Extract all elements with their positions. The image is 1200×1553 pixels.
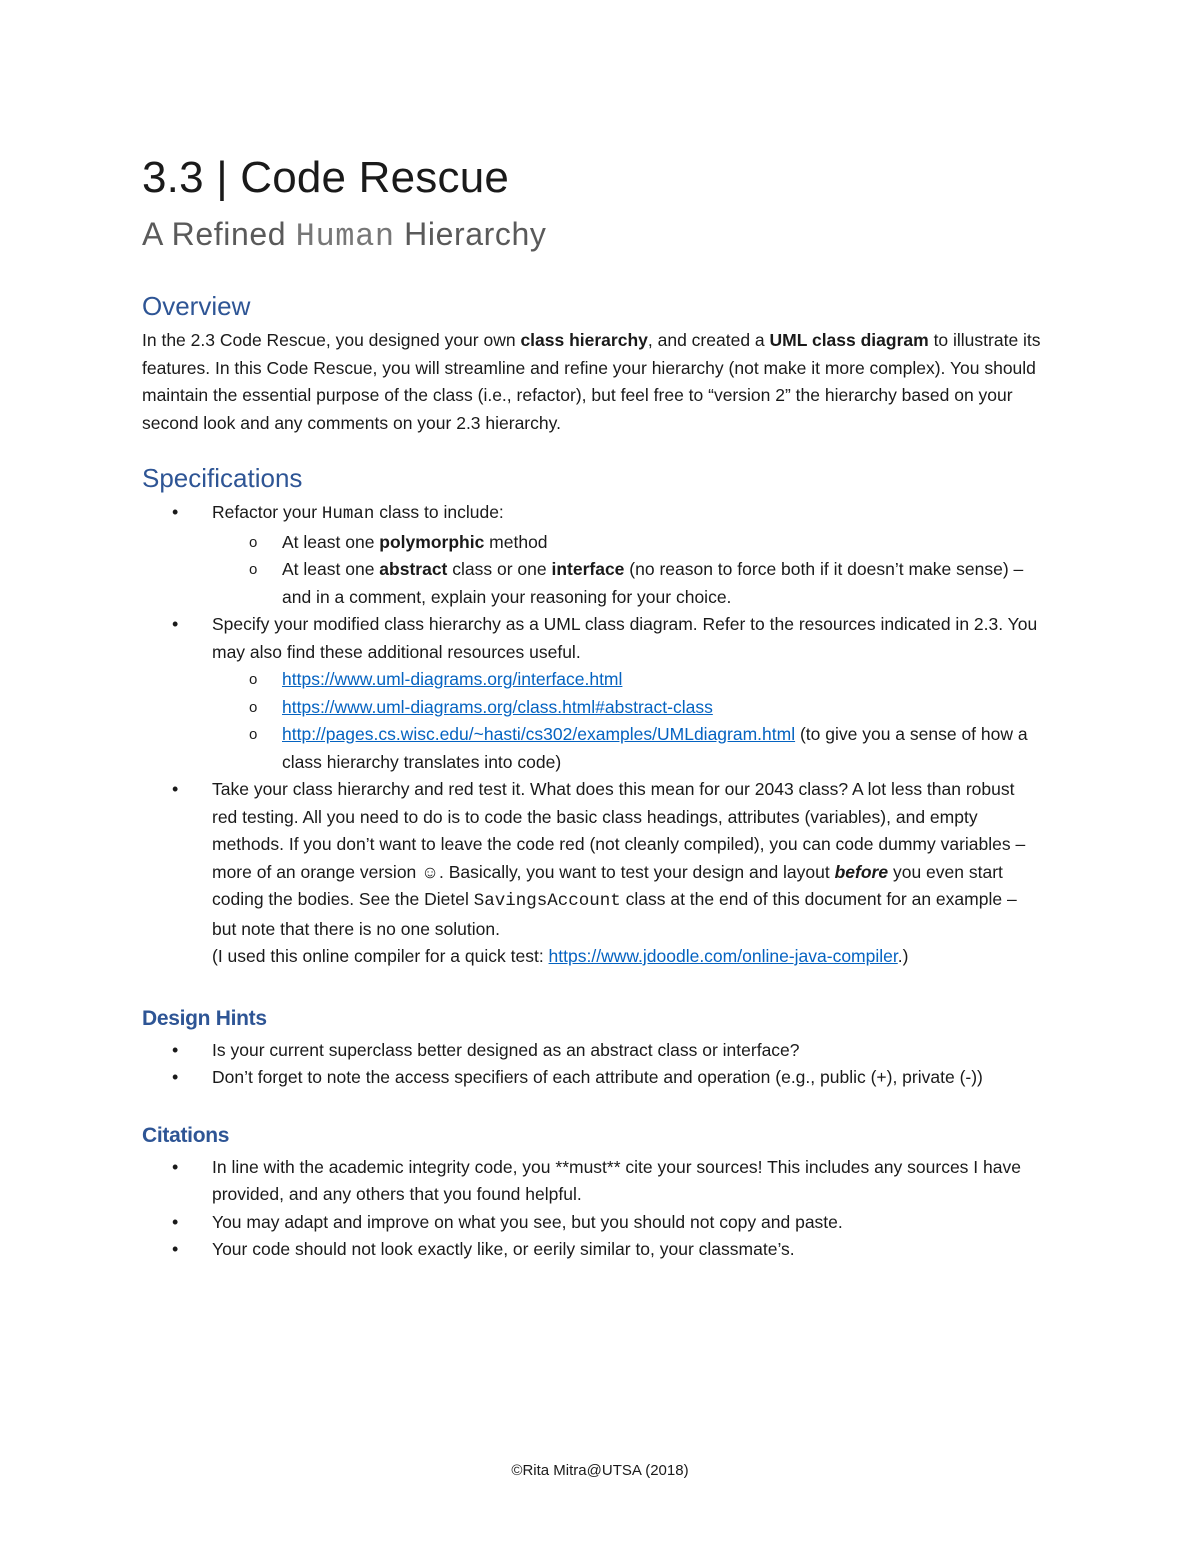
spec-bold: abstract (379, 559, 448, 579)
citations-heading: Citations (142, 1123, 230, 1147)
specifications-heading: Specifications (142, 463, 303, 493)
spec-text: .) (897, 946, 909, 966)
jdoodle-link[interactable]: https://www.jdoodle.com/online-java-compiler (548, 946, 898, 966)
overview-bold-class-hierarchy: class hierarchy (520, 330, 648, 350)
document-page (142, 150, 1042, 1264)
resource-link-interface[interactable]: https://www.uml-diagrams.org/interface.html (282, 669, 623, 689)
specifications-list (142, 499, 1042, 971)
overview-text: , and created a (647, 330, 770, 350)
subtitle-text-1: A Refined (142, 216, 296, 252)
page-title: 3.3 | Code Rescue (142, 153, 510, 202)
spec-text: class to include: (374, 502, 504, 522)
spec-item-uml (142, 611, 1042, 776)
spec-text: Take your class hierarchy and red test it. What does this mean for our 2043 class? A lot less than robust red testing. All you need to do is to code the basic class headings, attributes (variables), and empty methods. If you don’t want to leave the code red (not cleanly compiled), you can code dummy variables – more of an orange version ☺. Basically, you want to test your design and layout (212, 779, 1026, 882)
spec-text: At least one (282, 531, 380, 552)
resource-item (142, 694, 1042, 722)
spec-subitem-abstract (142, 556, 1042, 611)
resource-link-abstract-class[interactable]: https://www.uml-diagrams.org/class.html#abstract-class (282, 696, 713, 717)
resource-link-uml-diagram[interactable]: http://pages.cs.wisc.edu/~hasti/cs302/examples/UMLdiagram.html (282, 724, 796, 744)
citation-item: • In line with the academic integrity code, you **must** cite your sources! This includes any sources I have provided, and any others that you found helpful. (142, 1154, 1042, 1209)
spec-item-refactor (142, 499, 1042, 611)
page-subtitle (142, 212, 1042, 259)
spec-text: Specify your modified class hierarchy as a UML class diagram. Refer to the resources indicated in 2.3. You may also find these additional resources useful. (212, 614, 1038, 662)
overview-text: In the 2.3 Code Rescue, you designed your own (142, 330, 521, 350)
spec-code: Human (321, 504, 375, 524)
design-hints-list (142, 1037, 1042, 1092)
design-hints-section (142, 1005, 1042, 1092)
spec-code: SavingsAccount (473, 891, 621, 911)
spec-text: Refactor your (212, 502, 322, 522)
resource-link-note: (to give you a sense of how a class hierarchy translates into code) (282, 724, 1028, 772)
resource-item (142, 666, 1042, 694)
design-hints-heading: Design Hints (142, 1006, 267, 1030)
spec-text: (no reason to force both if it doesn’t make sense) – and in a comment, explain your reasoning for your choice. (282, 559, 1024, 607)
citations-section (142, 1122, 1042, 1264)
spec-item-red-test (142, 776, 1042, 971)
spec-text: method (484, 531, 548, 552)
spec-text: (I used this online compiler for a quick test: (212, 946, 549, 966)
spec-bold-italic: before (834, 861, 889, 882)
citation-item: • You may adapt and improve on what you see, but you should not copy and paste. (142, 1209, 1042, 1237)
design-hint-item: • Is your current superclass better designed as an abstract class or interface? (142, 1037, 1042, 1065)
subtitle-text-2: Hierarchy (394, 216, 547, 252)
overview-paragraph (142, 327, 1042, 437)
spec-text: class or one (447, 559, 552, 579)
design-hint-item: • Don’t forget to note the access specifiers of each attribute and operation (e.g., public (+), private (-)) (142, 1064, 1042, 1092)
overview-bold-uml: UML class diagram (769, 330, 929, 350)
overview-text: to illustrate its features. In this Code Rescue, you will streamline and refine your hierarchy (not make it more complex). You should maintain the essential purpose of the class (i.e., refactor), but feel free to “version 2” the hierarchy based on your second look and any comments on your 2.3 hierarchy. (142, 330, 1041, 433)
spec-text: class at the end of this document for an example – but note that there is no one solution. (212, 889, 1017, 939)
overview-section (142, 289, 1042, 437)
spec-bold: interface (551, 559, 625, 579)
spec-subitem-polymorphic (142, 529, 1042, 557)
spec-bold: polymorphic (379, 531, 485, 552)
overview-heading: Overview (142, 291, 251, 321)
spec-text: At least one (282, 559, 380, 579)
resource-item (142, 721, 1042, 776)
resource-link-list (142, 666, 1042, 776)
subtitle-code: Human (295, 218, 395, 255)
citation-item: • Your code should not look exactly like, or eerily similar to, your classmate’s. (142, 1236, 1042, 1264)
spec-sublist (142, 529, 1042, 612)
specifications-section (142, 461, 1042, 971)
spec-text: you even start coding the bodies. See the Dietel (212, 861, 1003, 909)
citations-list (142, 1154, 1042, 1264)
page-footer: ©Rita Mitra@UTSA (2018) (511, 1462, 689, 1479)
